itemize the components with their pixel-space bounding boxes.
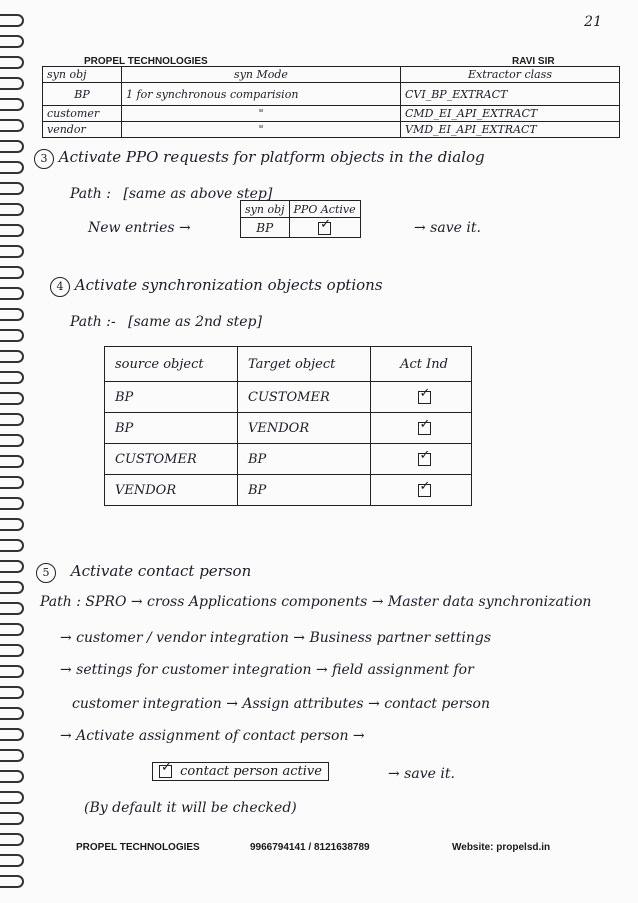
checkbox-checked-icon xyxy=(418,391,431,404)
spiral-ring xyxy=(0,140,24,153)
spiral-ring xyxy=(0,182,24,195)
step5-line: → customer / vendor integration → Business partner settings xyxy=(60,630,491,646)
spiral-ring xyxy=(0,98,24,111)
table-header-cell: Extractor class xyxy=(401,67,620,83)
spiral-ring xyxy=(0,539,24,552)
step3-save: → save it. xyxy=(414,220,481,236)
footer-left: PROPEL TECHNOLOGIES xyxy=(76,842,200,853)
spiral-ring xyxy=(0,161,24,174)
spiral-ring xyxy=(0,14,24,27)
spiral-ring xyxy=(0,413,24,426)
checkbox-checked-icon xyxy=(418,484,431,497)
step5-line: Path : SPRO → cross Applications components → Master data synchronization xyxy=(40,594,592,610)
spiral-ring xyxy=(0,119,24,132)
table-row xyxy=(105,413,472,444)
table-cell: 1 for synchronous comparision xyxy=(122,83,401,106)
checkbox-checked-icon xyxy=(418,422,431,435)
spiral-ring xyxy=(0,224,24,237)
spiral-ring xyxy=(0,875,24,888)
table-header-cell: syn Mode xyxy=(122,67,401,83)
path-label: Path :- xyxy=(70,314,116,330)
spiral-ring xyxy=(0,644,24,657)
table-cell: " xyxy=(122,106,401,122)
new-entries-label: New entries → xyxy=(88,220,191,236)
table-header-cell: Target object xyxy=(238,347,371,382)
spiral-ring xyxy=(0,854,24,867)
table-header-cell: PPO Active xyxy=(289,201,360,218)
checkbox-checked-icon xyxy=(159,765,172,778)
spiral-ring xyxy=(0,518,24,531)
spiral-ring xyxy=(0,791,24,804)
spiral-ring xyxy=(0,623,24,636)
header-right: RAVI SIR xyxy=(512,56,555,67)
spiral-ring xyxy=(0,686,24,699)
table-row xyxy=(43,106,620,122)
spiral-ring xyxy=(0,203,24,216)
table-cell: BP xyxy=(238,475,371,506)
step5-line: → Activate assignment of contact person → xyxy=(60,728,365,744)
header-left: PROPEL TECHNOLOGIES xyxy=(84,56,208,67)
table-cell: customer xyxy=(43,106,122,122)
table-cell: CUSTOMER xyxy=(238,382,371,413)
ppo-table xyxy=(240,200,361,238)
table-cell: " xyxy=(122,122,401,138)
step5-line: customer integration → Assign attributes → contact person xyxy=(72,696,490,712)
path-label: Path : xyxy=(70,186,111,202)
step5-heading xyxy=(36,562,251,583)
spiral-ring xyxy=(0,602,24,615)
table-header-row xyxy=(43,67,620,83)
spiral-ring xyxy=(0,350,24,363)
table-row xyxy=(105,475,472,506)
ppo-active-checkbox xyxy=(289,218,360,238)
spiral-ring xyxy=(0,455,24,468)
act-ind-checkbox xyxy=(371,382,472,413)
table-cell: BP xyxy=(241,218,290,238)
table-header-cell: source object xyxy=(105,347,238,382)
sync-object-table xyxy=(42,66,620,138)
step5-text: Activate contact person xyxy=(70,562,252,580)
page-number: 21 xyxy=(584,14,602,30)
step5-note: (By default it will be checked) xyxy=(84,800,297,816)
table-cell: BP xyxy=(105,413,238,444)
spiral-ring xyxy=(0,749,24,762)
step-number-badge: 5 xyxy=(36,563,56,583)
table-header-cell: syn obj xyxy=(43,67,122,83)
spiral-ring xyxy=(0,329,24,342)
spiral-ring xyxy=(0,308,24,321)
contact-person-active-option xyxy=(152,762,329,781)
table-header-row xyxy=(105,347,472,382)
spiral-ring xyxy=(0,77,24,90)
spiral-ring xyxy=(0,35,24,48)
spiral-ring xyxy=(0,497,24,510)
contact-person-active-label: contact person active xyxy=(180,764,322,779)
table-cell: CUSTOMER xyxy=(105,444,238,475)
table-cell: BP xyxy=(238,444,371,475)
table-row xyxy=(105,444,472,475)
table-cell: vendor xyxy=(43,122,122,138)
spiral-ring xyxy=(0,392,24,405)
spiral-ring xyxy=(0,728,24,741)
spiral-ring xyxy=(0,833,24,846)
table-header-row xyxy=(241,201,361,218)
table-row xyxy=(43,122,620,138)
spiral-ring xyxy=(0,665,24,678)
sync-options-table xyxy=(104,346,472,506)
table-row xyxy=(43,83,620,106)
table-cell: BP xyxy=(43,83,122,106)
spiral-ring xyxy=(0,770,24,783)
table-cell: VMD_EI_API_EXTRACT xyxy=(401,122,620,138)
step-number-badge: 4 xyxy=(50,277,70,297)
step5-line: → settings for customer integration → field assignment for xyxy=(60,662,474,678)
spiral-ring xyxy=(0,812,24,825)
spiral-ring xyxy=(0,245,24,258)
checkbox-checked-icon xyxy=(418,453,431,466)
step4-path xyxy=(70,314,262,330)
step3-heading xyxy=(34,148,485,169)
spiral-ring xyxy=(0,287,24,300)
spiral-ring xyxy=(0,560,24,573)
table-cell: CVI_BP_EXTRACT xyxy=(401,83,620,106)
path-text: [same as above step] xyxy=(123,186,273,202)
table-cell: BP xyxy=(105,382,238,413)
step3-text: Activate PPO requests for platform objects in the dialog xyxy=(58,148,485,166)
footer-website: Website: propelsd.in xyxy=(452,842,551,853)
table-row xyxy=(241,218,361,238)
step5-save: → save it. xyxy=(388,766,455,782)
step4-heading xyxy=(50,276,383,297)
table-header-cell: Act Ind xyxy=(371,347,472,382)
act-ind-checkbox xyxy=(371,444,472,475)
act-ind-checkbox xyxy=(371,413,472,444)
table-cell: VENDOR xyxy=(238,413,371,444)
path-text: [same as 2nd step] xyxy=(128,314,262,330)
table-cell: VENDOR xyxy=(105,475,238,506)
step-number-badge: 3 xyxy=(34,149,54,169)
spiral-ring xyxy=(0,476,24,489)
spiral-ring xyxy=(0,371,24,384)
spiral-ring xyxy=(0,266,24,279)
checkbox-checked-icon xyxy=(318,222,331,235)
act-ind-checkbox xyxy=(371,475,472,506)
spiral-ring xyxy=(0,707,24,720)
step4-text: Activate synchronization objects options xyxy=(74,276,383,294)
table-cell: CMD_EI_API_EXTRACT xyxy=(401,106,620,122)
spiral-ring xyxy=(0,581,24,594)
spiral-ring xyxy=(0,56,24,69)
table-header-cell: syn obj xyxy=(241,201,290,218)
spiral-ring xyxy=(0,434,24,447)
table-row xyxy=(105,382,472,413)
footer-phone: 9966794141 / 8121638789 xyxy=(250,842,370,853)
